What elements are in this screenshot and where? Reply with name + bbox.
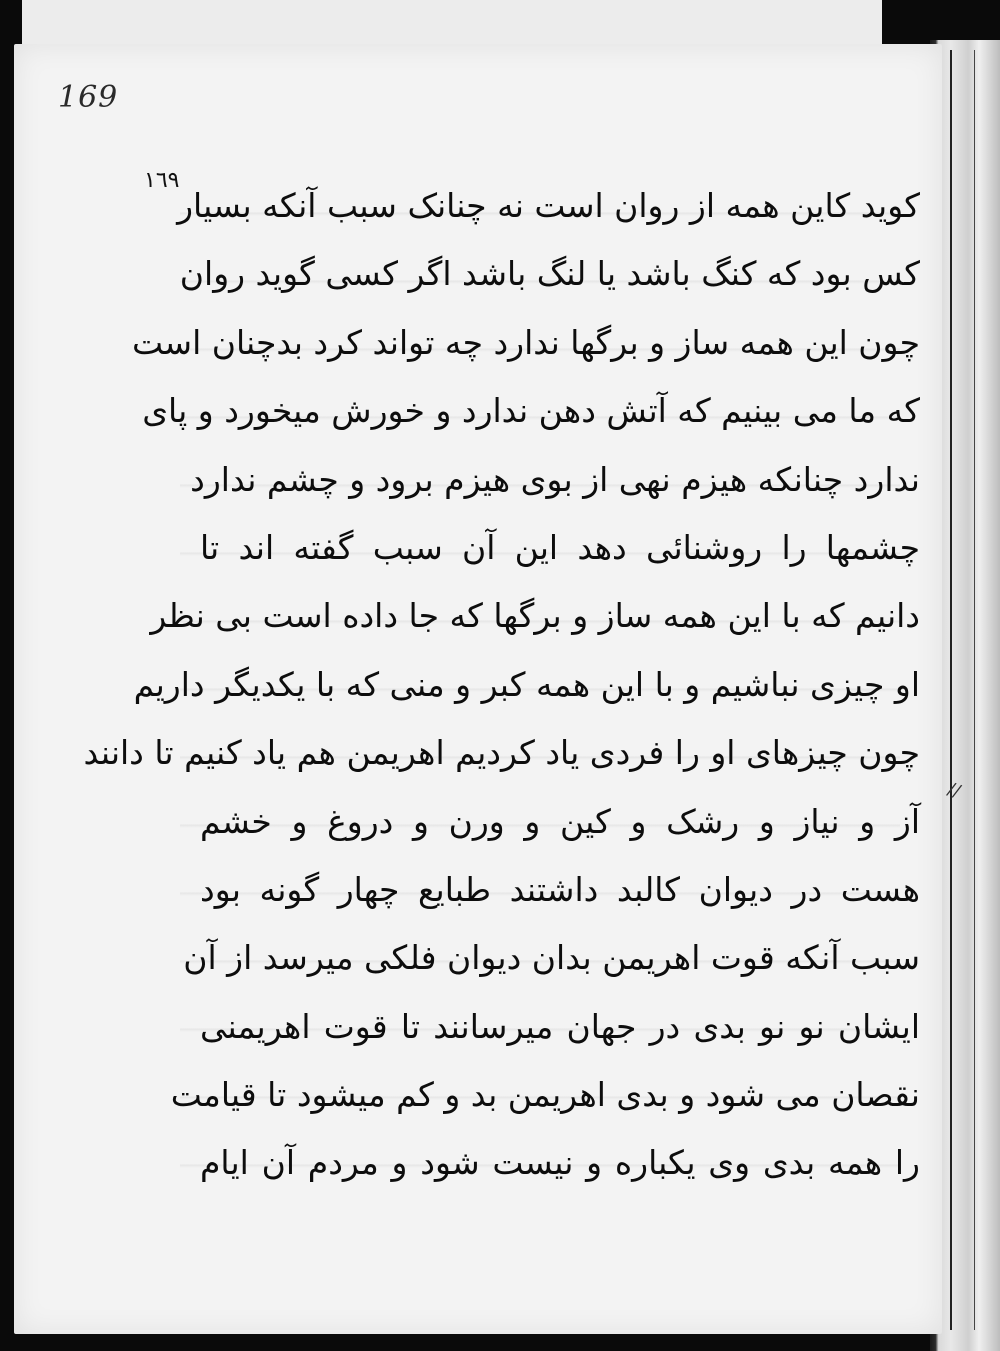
top-page-edge xyxy=(22,0,882,47)
text-line: آز و نیاز و رشک و کین و ورن و دروغ و خشم xyxy=(200,801,920,841)
text-line: نقصان می شود و بدی اهریمن بد و کم میشود تا قیامت xyxy=(170,1075,920,1115)
text-line: کس بود که کنگ باشد یا لنگ باشد اگر کسی گوید روان xyxy=(179,254,920,294)
text-line: را همه بدی وی یکباره و نیست شود و مردم آن ایام xyxy=(200,1143,920,1183)
text-line: کوید کاین همه از روان است نه چنانک سبب آنکه بسیار xyxy=(177,186,920,225)
text-line: چون این همه ساز و برگها ندارد چه تواند کرد بدچنان است xyxy=(132,322,920,362)
text-line: چشمها را روشنائی دهد این آن سبب گفته اند تا xyxy=(200,527,920,567)
binding-line-secondary xyxy=(974,50,975,1330)
text-line: او چیزی نباشیم و با این همه کبر و منی که با یکدیگر داریم xyxy=(133,664,920,704)
margin-mark: // xyxy=(944,778,964,803)
binding-line xyxy=(950,50,952,1330)
text-line: چون چیزهای او را فردی یاد کردیم اهریمن هم یاد کنیم تا دانند xyxy=(83,733,920,773)
text-line: ندارد چنانکه هیزم نهی از بوی هیزم برود و چشم ندارد xyxy=(190,459,920,499)
text-line: سبب آنکه قوت اهریمن بدان دیوان فلکی میرسد از آن xyxy=(183,938,920,978)
text-line: که ما می بینیم که آتش دهن ندارد و خورش میخورد و پای xyxy=(142,391,920,431)
folio-number-pencil: 169 xyxy=(58,80,119,115)
text-line: هست در دیوان کالبد داشتند طبایع چهار گونه بود xyxy=(200,869,920,909)
text-line: دانیم که با این همه ساز و برگها که جا داده است بی نظر xyxy=(150,596,920,636)
folio-number-ink: ١٦٩ xyxy=(144,168,180,193)
text-line: ایشان نو نو بدی در جهان میرسانند تا قوت اهریمنی xyxy=(200,1006,920,1046)
